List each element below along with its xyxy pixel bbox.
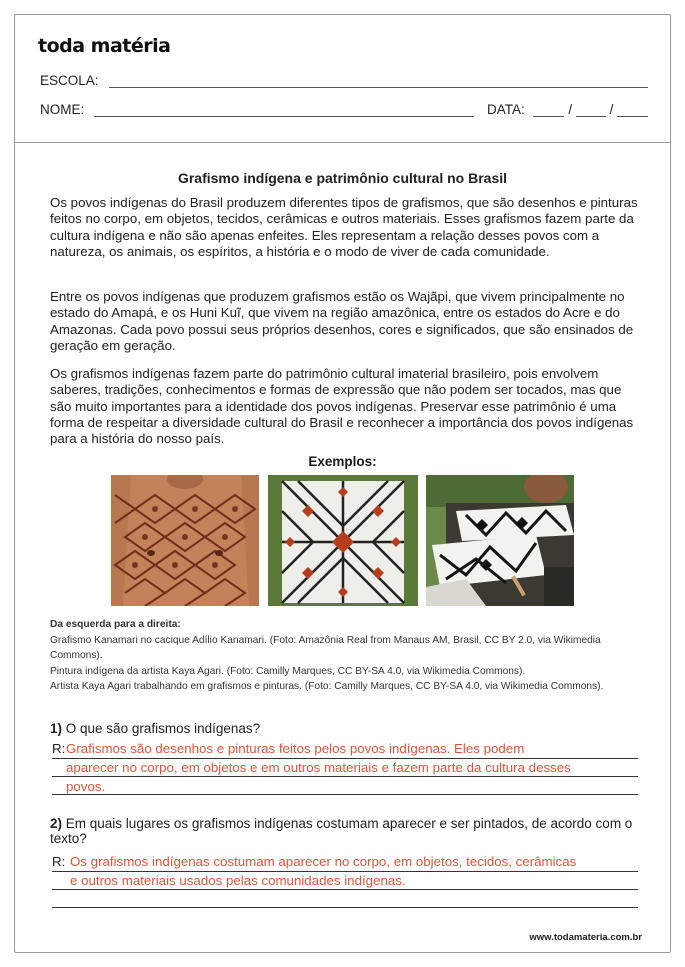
paragraph-1: Os povos indígenas do Brasil produzem diferentes tipos de grafismos, que são desenhos e pinturas feitos no corpo, em objetos, tecidos, cerâmicas e outros materiais. Esses grafismos fazem parte da cultura indígena e não são apenas enfeites. Eles representam a relação desses povos com a natureza, os animais, os espíritos, a história e o modo de viver de cada comunidade. bbox=[50, 195, 638, 259]
answer-1-line-3[interactable]: povos. bbox=[66, 779, 106, 794]
answer-rule bbox=[52, 907, 638, 908]
answer-rule bbox=[52, 889, 638, 890]
nome-label: NOME: bbox=[40, 102, 85, 117]
footer-url[interactable]: www.todamateria.com.br bbox=[529, 932, 642, 943]
photo-captions bbox=[50, 617, 640, 695]
answer-1-line-1[interactable]: Grafismos são desenhos e pinturas feitos pelos povos indígenas. Eles podem bbox=[66, 741, 525, 756]
answer-2-line-1[interactable]: Os grafismos indígenas costumam aparecer no corpo, em objetos, tecidos, cerâmicas bbox=[70, 854, 577, 869]
examples-title: Exemplos: bbox=[308, 454, 377, 469]
worksheet-header bbox=[15, 15, 670, 143]
date-year-line[interactable] bbox=[617, 103, 648, 117]
answer-label: R: bbox=[52, 854, 66, 869]
nome-input-line[interactable] bbox=[94, 103, 474, 117]
article-title: Grafismo indígena e patrimônio cultural no Brasil bbox=[177, 170, 508, 186]
answer-1-line-2[interactable]: aparecer no corpo, em objetos e em outros materiais e fazem parte da cultura desses bbox=[66, 760, 571, 775]
answer-rule bbox=[52, 871, 638, 872]
caption-photo-3: Artista Kaya Agari trabalhando em grafismos e pinturas. (Foto: Camilly Marques, CC BY-SA 4.0, via Wikimedia Commons). bbox=[50, 681, 604, 692]
nome-data-field bbox=[40, 102, 648, 117]
photo-kanamari-body-painting bbox=[111, 475, 259, 606]
worksheet bbox=[14, 14, 671, 953]
escola-label: ESCOLA: bbox=[40, 73, 99, 88]
caption-photo-2: Pintura indígena da artista Kaya Agari. (Foto: Camilly Marques, CC BY-SA 4.0, via Wikimedia Commons). bbox=[50, 665, 526, 677]
photo-kaya-agari-painting bbox=[268, 475, 418, 606]
paragraph-3: Os grafismos indígenas fazem parte do patrimônio cultural imaterial brasileiro, pois envolvem saberes, tradições, conhecimentos e formas de expressão que não podem ser tocados, mas que são muito importantes para a identidade dos povos indígenas. Preservar esse patrimônio é uma forma de respeitar a diversidade cultural do Brasil e reconhecer a importância dos povos indígenas para a história do nosso país. bbox=[50, 366, 634, 447]
date-slash: / bbox=[568, 102, 573, 117]
escola-input-line[interactable] bbox=[109, 74, 648, 88]
date-day-line[interactable] bbox=[533, 103, 565, 117]
question-2 bbox=[50, 816, 650, 846]
date-month-line[interactable] bbox=[576, 103, 606, 117]
data-label: DATA: bbox=[486, 102, 525, 117]
photo-kaya-agari-working bbox=[426, 475, 574, 606]
answer-label: R: bbox=[52, 741, 66, 756]
answer-rule bbox=[52, 776, 638, 777]
answer-rule bbox=[52, 758, 638, 759]
question-1 bbox=[50, 721, 650, 736]
paragraph-2: Entre os povos indígenas que produzem grafismos estão os Wajãpi, que vivem principalmente no estado do Amapá, e os Huni Kuĩ, que vivem na região amazônica, entre os estados do Acre e do Amazonas. Cada povo possui seus próprios desenhos, cores e significados, que são ensinados de geração em geração. bbox=[50, 289, 634, 353]
answer-2-line-2[interactable]: e outros materiais usados pelas comunidades indígenas. bbox=[70, 873, 406, 888]
question-number: 1) bbox=[50, 721, 63, 736]
toda-materia-logo[interactable]: toda matéria bbox=[38, 35, 171, 57]
question-text: Em quais lugares os grafismos indígenas costumam aparecer e ser pintados, de acordo com o texto? bbox=[50, 816, 633, 846]
answer-rule bbox=[52, 794, 638, 795]
caption-heading: Da esquerda para a direita: bbox=[50, 619, 181, 630]
date-slash: / bbox=[609, 102, 614, 117]
question-number: 2) bbox=[50, 816, 63, 831]
escola-field bbox=[40, 73, 648, 88]
question-text: O que são grafismos indígenas? bbox=[65, 721, 261, 736]
caption-photo-1: Grafismo Kanamari no cacique Adílio Kanamari. (Foto: Amazônia Real from Manaus AM, Brasil, CC BY 2.0, via Wikimedia Commons). bbox=[50, 634, 601, 661]
